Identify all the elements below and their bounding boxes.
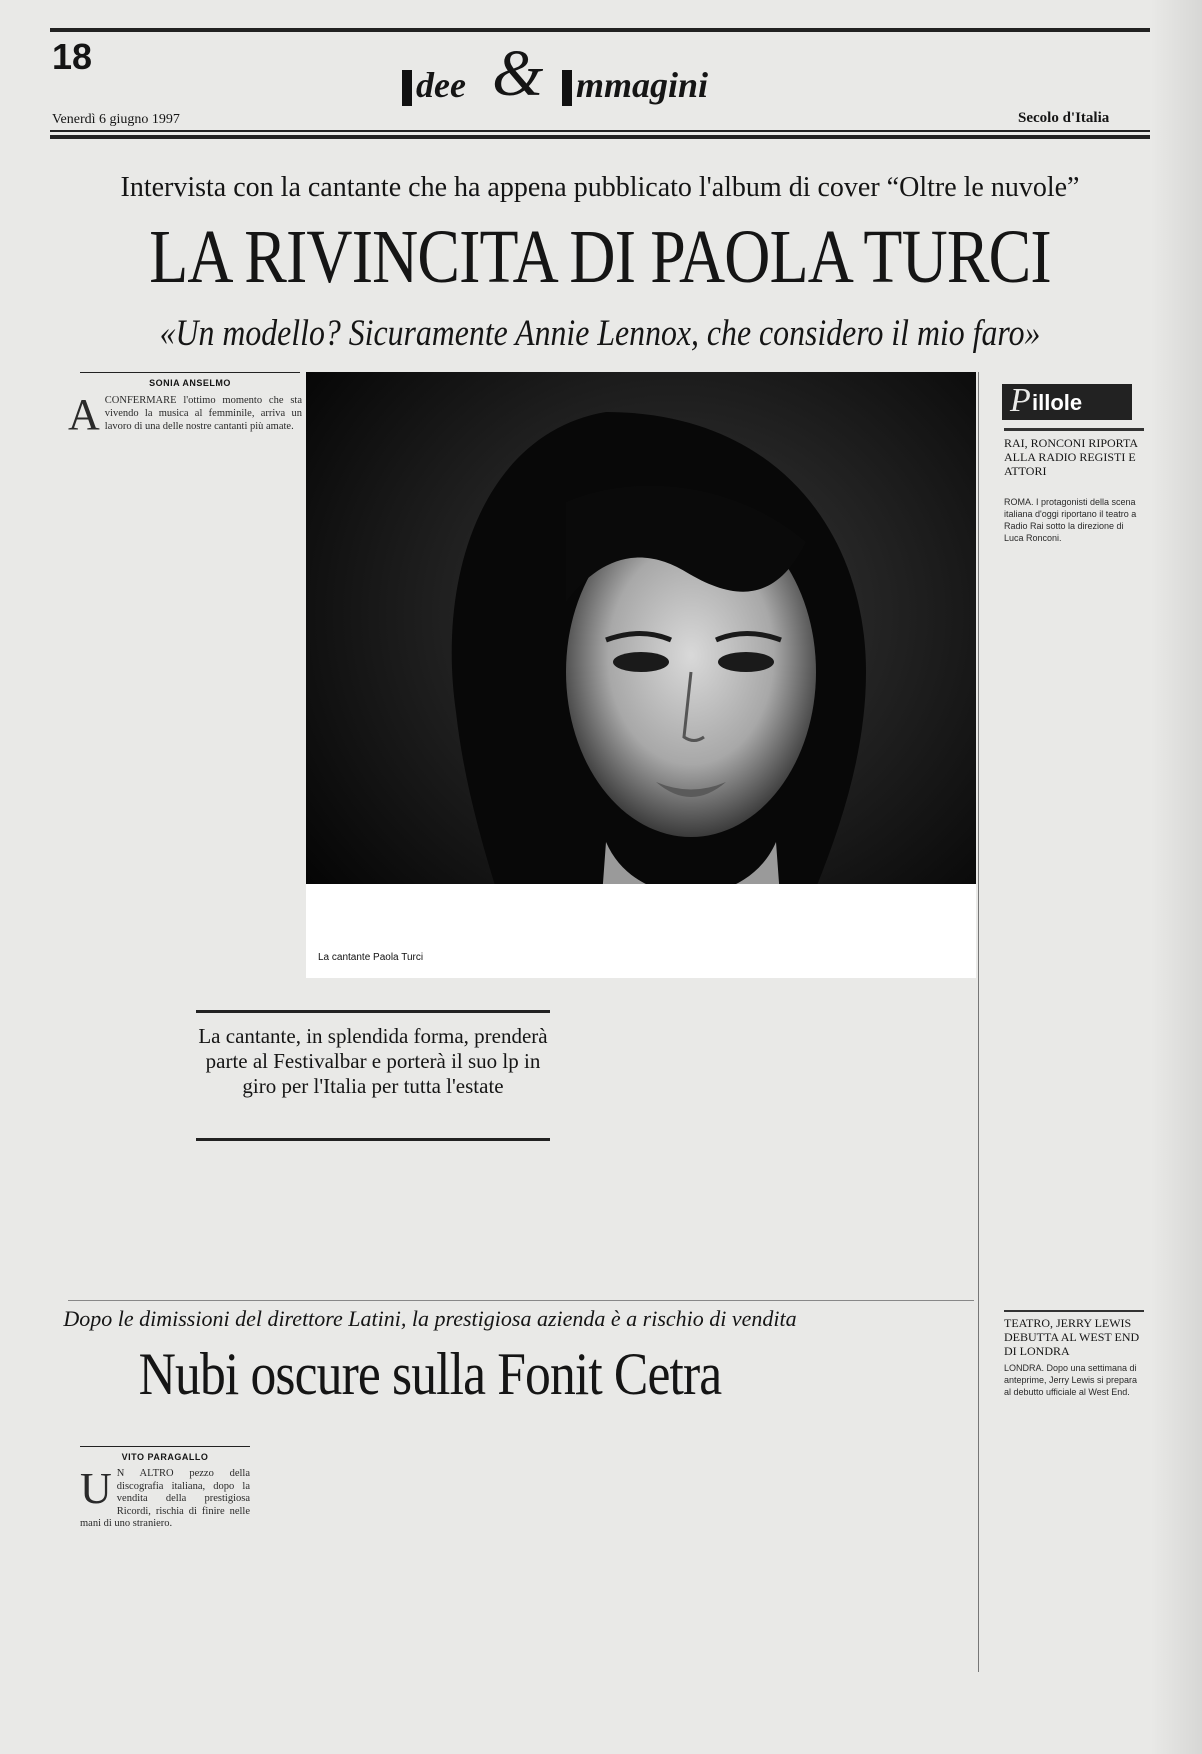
section-title-ampersand: & [492,37,544,110]
main-article-drop-cap: A [68,394,100,439]
sidebar-title-initial: P [1010,382,1031,419]
sidebar-title: illole [1032,390,1083,415]
second-article-column-1 [80,1468,250,1738]
byline-rule [80,372,300,373]
main-article-subheadline: «Un modello? Sicuramente Annie Lennox, che considero il mio faro» [159,313,1041,354]
main-article-byline: SONIA ANSELMO [149,378,231,388]
second-article-byline: VITO PARAGALLO [121,1452,209,1462]
main-article-column-1 [68,394,302,1394]
page-edge-shadow [1150,0,1202,1754]
sidebar-item1-text: ROMA. I protagonisti della scena italiana d'oggi riportano il teatro a Radio Rai sotto la direzione di Luca Ronconi. [1004,497,1137,543]
second-article-top-rule [68,1300,974,1301]
photo-caption: La cantante Paola Turci [318,952,424,963]
pull-quote: La cantante, in splendida forma, prenderà parte al Festivalbar e porterà il suo lp in giro per l'Italia per tutta l'estate [198,1024,548,1098]
sidebar-item1-headline: RAI, RONCONI RIPORTA ALLA RADIO REGISTI E ATTORI [1004,436,1138,478]
masthead-bottom-rule [50,130,1150,132]
second-article-kicker: Dopo le dimissioni del direttore Latini, la prestigiosa azienda è a rischio di vendita [63,1306,797,1331]
second-article-drop-cap: U [80,1468,112,1513]
issue-date: Venerdì 6 giugno 1997 [52,112,180,127]
section-title-word-1: dee [416,65,466,105]
pull-quote-top-rule [196,1010,550,1013]
pull-quote-bottom-rule [196,1138,550,1141]
sidebar-item2-rule [1004,1310,1144,1312]
main-article-headline: LA RIVINCITA DI PAOLA TURCI [149,215,1051,299]
sidebar-item2-body [1004,1362,1144,1727]
main-article-col1-text: CONFERMARE l'ottimo momento che sta vivendo la musica al femminile, arriva un lavoro di una delle nostre cantanti più amate. [104,395,302,432]
sidebar-separator [978,372,979,1672]
paola-turci-photo [306,372,976,978]
second-byline-rule [80,1446,250,1447]
second-article-headline: Nubi oscure sulla Fonit Cetra [138,1341,722,1407]
second-article-col1-text: N ALTRO pezzo della discografia italiana, dopo la vendita della prestigiosa Ricordi, rischia di finire nelle mani di uno straniero. [80,1468,250,1529]
main-article-kicker: Intervista con la cantante che ha appena pubblicato l'album di cover “Oltre le nuvole” [120,172,1080,203]
section-title [380,37,820,110]
sidebar-item2-text: LONDRA. Dopo una settimana di anteprime, Jerry Lewis si prepara al debutto ufficiale al West End. [1004,1363,1138,1397]
sidebar-item2-headline: TEATRO, JERRY LEWIS DEBUTTA AL WEST END DI LONDRA [1004,1316,1140,1358]
masthead-bottom-rule-thick [50,135,1150,139]
sidebar-item1-body [1004,496,1144,1311]
sidebar-title-rule [1004,428,1144,431]
page-number: 18 [52,36,93,77]
publication-name: Secolo d'Italia [1018,110,1110,126]
section-title-word-2: mmagini [576,65,709,105]
masthead-top-rule [50,28,1150,32]
photo-caption-band [306,884,976,978]
sidebar-title-box [1002,384,1132,420]
